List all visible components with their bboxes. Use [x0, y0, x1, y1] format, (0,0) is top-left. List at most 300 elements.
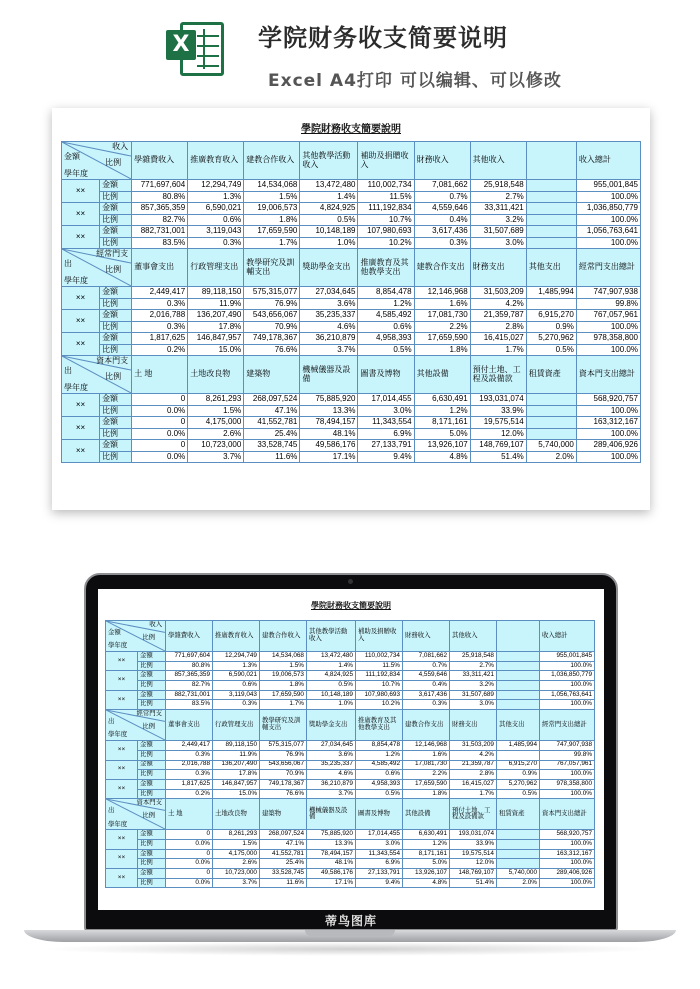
- amount-cell[interactable]: 13,472,480: [300, 180, 358, 192]
- ratio-cell[interactable]: 1.0%: [307, 700, 356, 710]
- amount-cell[interactable]: 4,824,925: [300, 203, 358, 215]
- ratio-cell[interactable]: 15.0%: [213, 789, 260, 799]
- amount-cell[interactable]: 19,575,514: [470, 417, 526, 429]
- amount-cell[interactable]: 7,081,662: [414, 180, 470, 192]
- amount-cell[interactable]: 107,980,693: [356, 690, 403, 700]
- amount-cell[interactable]: 2,449,417: [132, 287, 188, 299]
- ratio-cell[interactable]: [526, 237, 576, 249]
- amount-cell[interactable]: 7,081,662: [403, 652, 450, 662]
- amount-cell[interactable]: 4,175,000: [213, 849, 260, 859]
- amount-cell[interactable]: 136,207,490: [213, 760, 260, 770]
- amount-cell[interactable]: [526, 180, 576, 192]
- ratio-cell[interactable]: 70.9%: [244, 321, 300, 333]
- ratio-cell[interactable]: 1.5%: [188, 405, 244, 417]
- amount-cell[interactable]: 289,406,926: [576, 440, 640, 452]
- amount-cell[interactable]: 17,081,730: [414, 310, 470, 322]
- ratio-cell[interactable]: 2.8%: [450, 770, 497, 780]
- amount-cell[interactable]: 3,617,436: [414, 226, 470, 238]
- amount-cell[interactable]: 6,630,491: [414, 394, 470, 406]
- amount-cell[interactable]: 8,261,293: [213, 830, 260, 840]
- ratio-cell[interactable]: 4.8%: [403, 878, 450, 888]
- amount-cell[interactable]: 19,006,573: [244, 203, 300, 215]
- ratio-cell[interactable]: 99.8%: [540, 750, 595, 760]
- amount-cell[interactable]: 575,315,077: [260, 741, 307, 751]
- ratio-cell[interactable]: 100.0%: [540, 661, 595, 671]
- ratio-cell[interactable]: 80.8%: [166, 661, 213, 671]
- amount-cell[interactable]: 10,723,000: [188, 440, 244, 452]
- ratio-cell[interactable]: 100.0%: [540, 770, 595, 780]
- ratio-cell[interactable]: 2.0%: [497, 878, 540, 888]
- amount-cell[interactable]: 3,119,043: [213, 690, 260, 700]
- ratio-cell[interactable]: 4.8%: [414, 451, 470, 463]
- amount-cell[interactable]: 568,920,757: [540, 830, 595, 840]
- amount-cell[interactable]: 41,552,781: [260, 849, 307, 859]
- ratio-cell[interactable]: 6.9%: [356, 859, 403, 869]
- ratio-cell[interactable]: 0.5%: [497, 789, 540, 799]
- amount-cell[interactable]: 1,817,625: [166, 779, 213, 789]
- ratio-cell[interactable]: 3.2%: [470, 214, 526, 226]
- ratio-cell[interactable]: 15.0%: [188, 344, 244, 356]
- amount-cell[interactable]: 543,656,067: [244, 310, 300, 322]
- ratio-cell[interactable]: 47.1%: [244, 405, 300, 417]
- ratio-cell[interactable]: 6.9%: [358, 428, 414, 440]
- amount-cell[interactable]: 8,854,478: [356, 741, 403, 751]
- ratio-cell[interactable]: 100.0%: [540, 700, 595, 710]
- amount-cell[interactable]: 13,926,107: [414, 440, 470, 452]
- amount-cell[interactable]: 747,907,938: [540, 741, 595, 751]
- ratio-cell[interactable]: 4.2%: [470, 298, 526, 310]
- ratio-cell[interactable]: 3.0%: [358, 405, 414, 417]
- ratio-cell[interactable]: 3.6%: [307, 750, 356, 760]
- amount-cell[interactable]: 5,740,000: [497, 869, 540, 879]
- amount-cell[interactable]: 882,731,001: [132, 226, 188, 238]
- ratio-cell[interactable]: 9.4%: [358, 451, 414, 463]
- ratio-cell[interactable]: 0.0%: [166, 839, 213, 849]
- ratio-cell[interactable]: 76.9%: [260, 750, 307, 760]
- ratio-cell[interactable]: 25.4%: [244, 428, 300, 440]
- ratio-cell[interactable]: 3.7%: [188, 451, 244, 463]
- ratio-cell[interactable]: 100.0%: [576, 321, 640, 333]
- amount-cell[interactable]: 3,119,043: [188, 226, 244, 238]
- ratio-cell[interactable]: 0.7%: [414, 191, 470, 203]
- ratio-cell[interactable]: 11.6%: [244, 451, 300, 463]
- amount-cell[interactable]: 12,294,749: [188, 180, 244, 192]
- ratio-cell[interactable]: 1.8%: [403, 789, 450, 799]
- ratio-cell[interactable]: 100.0%: [540, 789, 595, 799]
- ratio-cell[interactable]: [497, 681, 540, 691]
- ratio-cell[interactable]: 3.6%: [300, 298, 358, 310]
- amount-cell[interactable]: 163,312,167: [576, 417, 640, 429]
- ratio-cell[interactable]: 10.2%: [358, 237, 414, 249]
- amount-cell[interactable]: 0: [166, 869, 213, 879]
- ratio-cell[interactable]: 33.9%: [470, 405, 526, 417]
- amount-cell[interactable]: 8,171,161: [414, 417, 470, 429]
- amount-cell[interactable]: 33,311,421: [470, 203, 526, 215]
- amount-cell[interactable]: 193,031,074: [470, 394, 526, 406]
- ratio-cell[interactable]: [526, 191, 576, 203]
- amount-cell[interactable]: 49,586,176: [307, 869, 356, 879]
- ratio-cell[interactable]: 0.6%: [188, 214, 244, 226]
- ratio-cell[interactable]: 76.6%: [260, 789, 307, 799]
- ratio-cell[interactable]: 2.7%: [470, 191, 526, 203]
- amount-cell[interactable]: 767,057,961: [576, 310, 640, 322]
- amount-cell[interactable]: [526, 203, 576, 215]
- amount-cell[interactable]: 36,210,879: [300, 333, 358, 345]
- ratio-cell[interactable]: 0.2%: [166, 789, 213, 799]
- ratio-cell[interactable]: 100.0%: [576, 451, 640, 463]
- amount-cell[interactable]: 543,656,067: [260, 760, 307, 770]
- ratio-cell[interactable]: 2.6%: [213, 859, 260, 869]
- amount-cell[interactable]: 33,311,421: [450, 671, 497, 681]
- ratio-cell[interactable]: 10.2%: [356, 700, 403, 710]
- amount-cell[interactable]: 11,343,554: [358, 417, 414, 429]
- ratio-cell[interactable]: 48.1%: [300, 428, 358, 440]
- ratio-cell[interactable]: 11.9%: [213, 750, 260, 760]
- ratio-cell[interactable]: 1.3%: [188, 191, 244, 203]
- ratio-cell[interactable]: 1.6%: [414, 298, 470, 310]
- amount-cell[interactable]: 17,014,455: [358, 394, 414, 406]
- ratio-cell[interactable]: 9.4%: [356, 878, 403, 888]
- amount-cell[interactable]: 17,659,590: [414, 333, 470, 345]
- amount-cell[interactable]: 31,503,209: [450, 741, 497, 751]
- ratio-cell[interactable]: 0.0%: [132, 405, 188, 417]
- amount-cell[interactable]: 0: [132, 440, 188, 452]
- amount-cell[interactable]: 749,178,367: [244, 333, 300, 345]
- ratio-cell[interactable]: 0.6%: [356, 770, 403, 780]
- ratio-cell[interactable]: 1.6%: [403, 750, 450, 760]
- ratio-cell[interactable]: 0.0%: [166, 878, 213, 888]
- amount-cell[interactable]: 13,926,107: [403, 869, 450, 879]
- amount-cell[interactable]: 35,235,337: [300, 310, 358, 322]
- ratio-cell[interactable]: 100.0%: [576, 405, 640, 417]
- ratio-cell[interactable]: [497, 839, 540, 849]
- amount-cell[interactable]: 14,534,068: [260, 652, 307, 662]
- amount-cell[interactable]: 955,001,845: [540, 652, 595, 662]
- ratio-cell[interactable]: [526, 405, 576, 417]
- ratio-cell[interactable]: 4.6%: [307, 770, 356, 780]
- amount-cell[interactable]: 882,731,001: [166, 690, 213, 700]
- amount-cell[interactable]: [497, 849, 540, 859]
- amount-cell[interactable]: 2,016,788: [166, 760, 213, 770]
- ratio-cell[interactable]: 13.3%: [300, 405, 358, 417]
- ratio-cell[interactable]: 0.6%: [213, 681, 260, 691]
- amount-cell[interactable]: 4,958,393: [358, 333, 414, 345]
- amount-cell[interactable]: [497, 652, 540, 662]
- amount-cell[interactable]: 978,358,800: [576, 333, 640, 345]
- amount-cell[interactable]: 857,365,359: [132, 203, 188, 215]
- amount-cell[interactable]: 146,847,957: [188, 333, 244, 345]
- ratio-cell[interactable]: 83.5%: [132, 237, 188, 249]
- ratio-cell[interactable]: 1.7%: [450, 789, 497, 799]
- amount-cell[interactable]: 25,918,548: [450, 652, 497, 662]
- amount-cell[interactable]: 107,980,693: [358, 226, 414, 238]
- ratio-cell[interactable]: 0.7%: [403, 661, 450, 671]
- ratio-cell[interactable]: 11.5%: [356, 661, 403, 671]
- ratio-cell[interactable]: 1.0%: [300, 237, 358, 249]
- ratio-cell[interactable]: 83.5%: [166, 700, 213, 710]
- amount-cell[interactable]: 146,847,957: [213, 779, 260, 789]
- amount-cell[interactable]: 4,824,925: [307, 671, 356, 681]
- ratio-cell[interactable]: 11.6%: [260, 878, 307, 888]
- amount-cell[interactable]: 17,081,730: [403, 760, 450, 770]
- ratio-cell[interactable]: 2.6%: [188, 428, 244, 440]
- ratio-cell[interactable]: 70.9%: [260, 770, 307, 780]
- ratio-cell[interactable]: 0.5%: [307, 681, 356, 691]
- ratio-cell[interactable]: [526, 214, 576, 226]
- ratio-cell[interactable]: 11.5%: [358, 191, 414, 203]
- ratio-cell[interactable]: 0.3%: [166, 750, 213, 760]
- amount-cell[interactable]: 27,034,645: [307, 741, 356, 751]
- ratio-cell[interactable]: 51.4%: [470, 451, 526, 463]
- ratio-cell[interactable]: 100.0%: [576, 428, 640, 440]
- amount-cell[interactable]: 6,915,270: [497, 760, 540, 770]
- amount-cell[interactable]: 1,056,763,641: [540, 690, 595, 700]
- ratio-cell[interactable]: 100.0%: [540, 859, 595, 869]
- ratio-cell[interactable]: 3.7%: [213, 878, 260, 888]
- amount-cell[interactable]: 747,907,938: [576, 287, 640, 299]
- ratio-cell[interactable]: 100.0%: [576, 214, 640, 226]
- amount-cell[interactable]: 78,494,157: [307, 849, 356, 859]
- amount-cell[interactable]: 193,031,074: [450, 830, 497, 840]
- ratio-cell[interactable]: 100.0%: [576, 237, 640, 249]
- ratio-cell[interactable]: 0.4%: [414, 214, 470, 226]
- ratio-cell[interactable]: 0.5%: [526, 344, 576, 356]
- ratio-cell[interactable]: 5.0%: [403, 859, 450, 869]
- amount-cell[interactable]: 5,270,962: [497, 779, 540, 789]
- amount-cell[interactable]: 33,528,745: [244, 440, 300, 452]
- amount-cell[interactable]: 111,192,834: [358, 203, 414, 215]
- amount-cell[interactable]: 148,769,107: [470, 440, 526, 452]
- ratio-cell[interactable]: 1.4%: [300, 191, 358, 203]
- amount-cell[interactable]: [526, 226, 576, 238]
- amount-cell[interactable]: 6,590,021: [188, 203, 244, 215]
- ratio-cell[interactable]: 13.3%: [307, 839, 356, 849]
- amount-cell[interactable]: 8,854,478: [358, 287, 414, 299]
- ratio-cell[interactable]: 4.6%: [300, 321, 358, 333]
- ratio-cell[interactable]: 100.0%: [576, 191, 640, 203]
- amount-cell[interactable]: 1,036,850,779: [540, 671, 595, 681]
- amount-cell[interactable]: 4,175,000: [188, 417, 244, 429]
- amount-cell[interactable]: 78,494,157: [300, 417, 358, 429]
- ratio-cell[interactable]: 17.1%: [300, 451, 358, 463]
- amount-cell[interactable]: 25,918,548: [470, 180, 526, 192]
- amount-cell[interactable]: [526, 417, 576, 429]
- ratio-cell[interactable]: 3.7%: [307, 789, 356, 799]
- amount-cell[interactable]: 6,630,491: [403, 830, 450, 840]
- amount-cell[interactable]: 89,118,150: [188, 287, 244, 299]
- ratio-cell[interactable]: 3.0%: [450, 700, 497, 710]
- amount-cell[interactable]: 21,359,787: [470, 310, 526, 322]
- amount-cell[interactable]: 4,585,492: [356, 760, 403, 770]
- ratio-cell[interactable]: 80.8%: [132, 191, 188, 203]
- ratio-cell[interactable]: 99.8%: [576, 298, 640, 310]
- ratio-cell[interactable]: [497, 750, 540, 760]
- amount-cell[interactable]: 27,133,791: [356, 869, 403, 879]
- ratio-cell[interactable]: [497, 859, 540, 869]
- ratio-cell[interactable]: [526, 428, 576, 440]
- ratio-cell[interactable]: 1.2%: [358, 298, 414, 310]
- ratio-cell[interactable]: 11.9%: [188, 298, 244, 310]
- ratio-cell[interactable]: 10.7%: [356, 681, 403, 691]
- amount-cell[interactable]: 771,697,604: [132, 180, 188, 192]
- amount-cell[interactable]: 0: [166, 849, 213, 859]
- amount-cell[interactable]: 19,006,573: [260, 671, 307, 681]
- amount-cell[interactable]: 16,415,027: [470, 333, 526, 345]
- amount-cell[interactable]: 4,559,646: [414, 203, 470, 215]
- amount-cell[interactable]: 136,207,490: [188, 310, 244, 322]
- ratio-cell[interactable]: 76.9%: [244, 298, 300, 310]
- amount-cell[interactable]: 1,485,994: [497, 741, 540, 751]
- amount-cell[interactable]: 268,097,524: [244, 394, 300, 406]
- amount-cell[interactable]: 17,659,590: [403, 779, 450, 789]
- ratio-cell[interactable]: 1.8%: [414, 344, 470, 356]
- amount-cell[interactable]: [497, 671, 540, 681]
- ratio-cell[interactable]: 3.7%: [300, 344, 358, 356]
- amount-cell[interactable]: 767,057,961: [540, 760, 595, 770]
- ratio-cell[interactable]: 4.2%: [450, 750, 497, 760]
- amount-cell[interactable]: 857,365,359: [166, 671, 213, 681]
- ratio-cell[interactable]: 1.4%: [307, 661, 356, 671]
- amount-cell[interactable]: 12,294,749: [213, 652, 260, 662]
- ratio-cell[interactable]: [497, 700, 540, 710]
- ratio-cell[interactable]: 48.1%: [307, 859, 356, 869]
- ratio-cell[interactable]: [497, 661, 540, 671]
- ratio-cell[interactable]: 10.7%: [358, 214, 414, 226]
- amount-cell[interactable]: 771,697,604: [166, 652, 213, 662]
- ratio-cell[interactable]: 3.0%: [470, 237, 526, 249]
- ratio-cell[interactable]: 100.0%: [576, 344, 640, 356]
- amount-cell[interactable]: 10,723,000: [213, 869, 260, 879]
- ratio-cell[interactable]: 0.3%: [132, 298, 188, 310]
- amount-cell[interactable]: 12,146,968: [403, 741, 450, 751]
- amount-cell[interactable]: 33,528,745: [260, 869, 307, 879]
- ratio-cell[interactable]: 0.0%: [166, 859, 213, 869]
- amount-cell[interactable]: 27,034,645: [300, 287, 358, 299]
- amount-cell[interactable]: 75,885,920: [300, 394, 358, 406]
- amount-cell[interactable]: 21,359,787: [450, 760, 497, 770]
- amount-cell[interactable]: 10,148,189: [300, 226, 358, 238]
- ratio-cell[interactable]: 5.0%: [414, 428, 470, 440]
- ratio-cell[interactable]: 33.9%: [450, 839, 497, 849]
- amount-cell[interactable]: 12,146,968: [414, 287, 470, 299]
- ratio-cell[interactable]: 1.8%: [260, 681, 307, 691]
- amount-cell[interactable]: 4,958,393: [356, 779, 403, 789]
- ratio-cell[interactable]: 0.5%: [356, 789, 403, 799]
- amount-cell[interactable]: 0: [166, 830, 213, 840]
- ratio-cell[interactable]: 82.7%: [166, 681, 213, 691]
- ratio-cell[interactable]: 0.3%: [213, 700, 260, 710]
- amount-cell[interactable]: 41,552,781: [244, 417, 300, 429]
- amount-cell[interactable]: 11,343,554: [356, 849, 403, 859]
- amount-cell[interactable]: [497, 690, 540, 700]
- amount-cell[interactable]: 13,472,480: [307, 652, 356, 662]
- amount-cell[interactable]: 17,014,455: [356, 830, 403, 840]
- amount-cell[interactable]: 1,485,994: [526, 287, 576, 299]
- ratio-cell[interactable]: 0.2%: [132, 344, 188, 356]
- ratio-cell[interactable]: 47.1%: [260, 839, 307, 849]
- amount-cell[interactable]: 17,659,590: [244, 226, 300, 238]
- amount-cell[interactable]: 3,617,436: [403, 690, 450, 700]
- ratio-cell[interactable]: 17.8%: [188, 321, 244, 333]
- ratio-cell[interactable]: 76.6%: [244, 344, 300, 356]
- ratio-cell[interactable]: 0.0%: [132, 428, 188, 440]
- ratio-cell[interactable]: 1.8%: [244, 214, 300, 226]
- ratio-cell[interactable]: 0.5%: [358, 344, 414, 356]
- amount-cell[interactable]: 568,920,757: [576, 394, 640, 406]
- ratio-cell[interactable]: 0.3%: [188, 237, 244, 249]
- amount-cell[interactable]: 110,002,734: [358, 180, 414, 192]
- amount-cell[interactable]: 75,885,920: [307, 830, 356, 840]
- ratio-cell[interactable]: 1.2%: [403, 839, 450, 849]
- amount-cell[interactable]: 10,148,189: [307, 690, 356, 700]
- ratio-cell[interactable]: 1.2%: [356, 750, 403, 760]
- amount-cell[interactable]: 31,507,689: [470, 226, 526, 238]
- ratio-cell[interactable]: 0.6%: [358, 321, 414, 333]
- amount-cell[interactable]: 268,097,524: [260, 830, 307, 840]
- ratio-cell[interactable]: 82.7%: [132, 214, 188, 226]
- amount-cell[interactable]: 4,585,492: [358, 310, 414, 322]
- amount-cell[interactable]: [526, 394, 576, 406]
- amount-cell[interactable]: 89,118,150: [213, 741, 260, 751]
- ratio-cell[interactable]: 1.7%: [470, 344, 526, 356]
- ratio-cell[interactable]: 1.2%: [414, 405, 470, 417]
- amount-cell[interactable]: 110,002,734: [356, 652, 403, 662]
- amount-cell[interactable]: 289,406,926: [540, 869, 595, 879]
- amount-cell[interactable]: 2,016,788: [132, 310, 188, 322]
- ratio-cell[interactable]: 0.9%: [497, 770, 540, 780]
- amount-cell[interactable]: 5,270,962: [526, 333, 576, 345]
- amount-cell[interactable]: 2,449,417: [166, 741, 213, 751]
- amount-cell[interactable]: 27,133,791: [358, 440, 414, 452]
- ratio-cell[interactable]: [526, 298, 576, 310]
- amount-cell[interactable]: 6,915,270: [526, 310, 576, 322]
- amount-cell[interactable]: 8,261,293: [188, 394, 244, 406]
- ratio-cell[interactable]: 3.0%: [356, 839, 403, 849]
- amount-cell[interactable]: 1,817,625: [132, 333, 188, 345]
- amount-cell[interactable]: 16,415,027: [450, 779, 497, 789]
- amount-cell[interactable]: [497, 830, 540, 840]
- amount-cell[interactable]: 1,036,850,779: [576, 203, 640, 215]
- ratio-cell[interactable]: 12.0%: [450, 859, 497, 869]
- ratio-cell[interactable]: 100.0%: [540, 878, 595, 888]
- amount-cell[interactable]: 163,312,167: [540, 849, 595, 859]
- ratio-cell[interactable]: 0.0%: [132, 451, 188, 463]
- ratio-cell[interactable]: 51.4%: [450, 878, 497, 888]
- amount-cell[interactable]: 0: [132, 417, 188, 429]
- ratio-cell[interactable]: 100.0%: [540, 839, 595, 849]
- amount-cell[interactable]: 749,178,367: [260, 779, 307, 789]
- ratio-cell[interactable]: 2.0%: [526, 451, 576, 463]
- amount-cell[interactable]: 0: [132, 394, 188, 406]
- ratio-cell[interactable]: 3.2%: [450, 681, 497, 691]
- ratio-cell[interactable]: 25.4%: [260, 859, 307, 869]
- amount-cell[interactable]: 1,056,763,641: [576, 226, 640, 238]
- amount-cell[interactable]: 31,507,689: [450, 690, 497, 700]
- amount-cell[interactable]: 35,235,337: [307, 760, 356, 770]
- ratio-cell[interactable]: 1.5%: [260, 661, 307, 671]
- amount-cell[interactable]: 17,659,590: [260, 690, 307, 700]
- amount-cell[interactable]: 5,740,000: [526, 440, 576, 452]
- ratio-cell[interactable]: 1.5%: [244, 191, 300, 203]
- ratio-cell[interactable]: 0.3%: [166, 770, 213, 780]
- amount-cell[interactable]: 148,769,107: [450, 869, 497, 879]
- ratio-cell[interactable]: 100.0%: [540, 681, 595, 691]
- amount-cell[interactable]: 36,210,879: [307, 779, 356, 789]
- ratio-cell[interactable]: 0.3%: [132, 321, 188, 333]
- ratio-cell[interactable]: 1.7%: [260, 700, 307, 710]
- amount-cell[interactable]: 4,559,646: [403, 671, 450, 681]
- ratio-cell[interactable]: 17.1%: [307, 878, 356, 888]
